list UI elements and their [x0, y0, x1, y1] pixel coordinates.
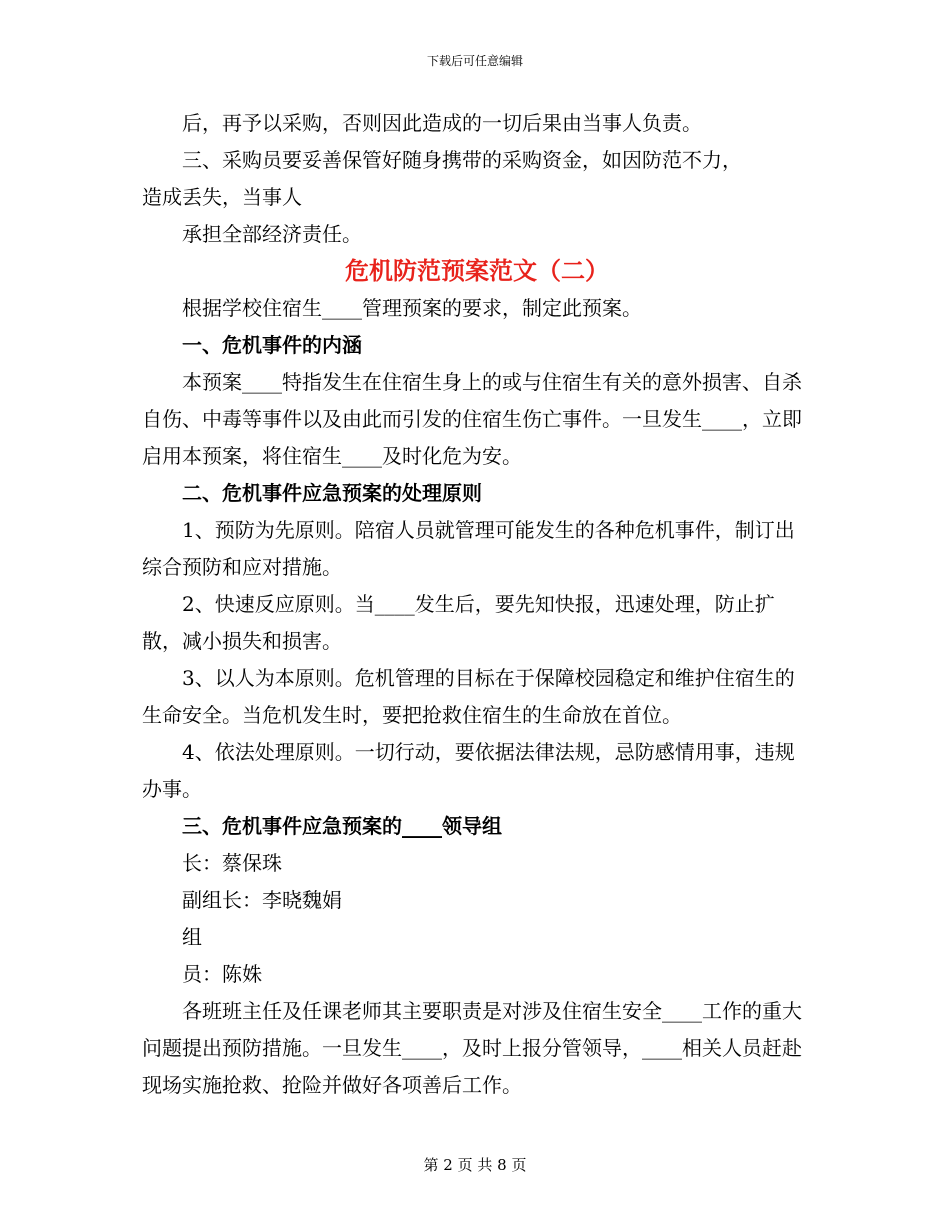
- paragraph: 承担全部经济责任。: [182, 222, 362, 246]
- section-heading: 二、危机事件应急预案的处理原则: [182, 481, 482, 505]
- paragraph: 三、采购员要妥善保管好随身携带的采购资金，如因防范不力，: [182, 148, 742, 172]
- page-footer: 第 2 页 共 8 页: [423, 1156, 527, 1174]
- paragraph: 3、以人为本原则。危机管理的目标在于保障校园稳定和维护住宿生的生命安全。当危机发生时，要把抢救住宿生的生命放在首位。: [142, 666, 795, 727]
- paragraph: 后，再予以采购，否则因此造成的一切后果由当事人负责。: [182, 111, 702, 135]
- section-heading: 一、危机事件的内涵: [182, 333, 362, 357]
- paragraph: 副组长：李晓魏娟: [182, 888, 342, 912]
- paragraph: 组: [182, 925, 202, 949]
- paragraph: 长：蔡保珠: [182, 851, 282, 875]
- paragraph: 根据学校住宿生____管理预案的要求，制定此预案。: [182, 296, 642, 320]
- paragraph: 各班班主任及任课老师其主要职责是对涉及住宿生安全____工作的重大问题提出预防措施。一旦发生____，及时上报分管领导，____相关人员赶赴现场实施抢救、抢险并做好各项善后工作。: [142, 999, 802, 1097]
- paragraph: 造成丢失，当事人: [142, 185, 302, 209]
- section-title: 危机防范预案范文（二）: [345, 257, 609, 285]
- paragraph: 2、快速反应原则。当____发生后，要先知快报，迅速处理，防止扩散，减小损失和损害。: [142, 592, 775, 653]
- paragraph: 员：陈姝: [182, 962, 262, 986]
- paragraph: 1、预防为先原则。陪宿人员就管理可能发生的各种危机事件，制订出综合预防和应对措施。: [142, 518, 795, 579]
- paragraph: 本预案____特指发生在住宿生身上的或与住宿生有关的意外损害、自杀自伤、中毒等事件以及由此而引发的住宿生伤亡事件。一旦发生____，立即启用本预案，将住宿生____及时化危为安。: [142, 370, 802, 468]
- section-heading: 三、危机事件应急预案的____领导组: [182, 814, 502, 838]
- page-header: 下载后可任意编辑: [426, 54, 523, 68]
- paragraph: 4、依法处理原则。一切行动，要依据法律法规，忌防感情用事，违规办事。: [142, 740, 795, 801]
- document-body: [142, 105, 812, 1104]
